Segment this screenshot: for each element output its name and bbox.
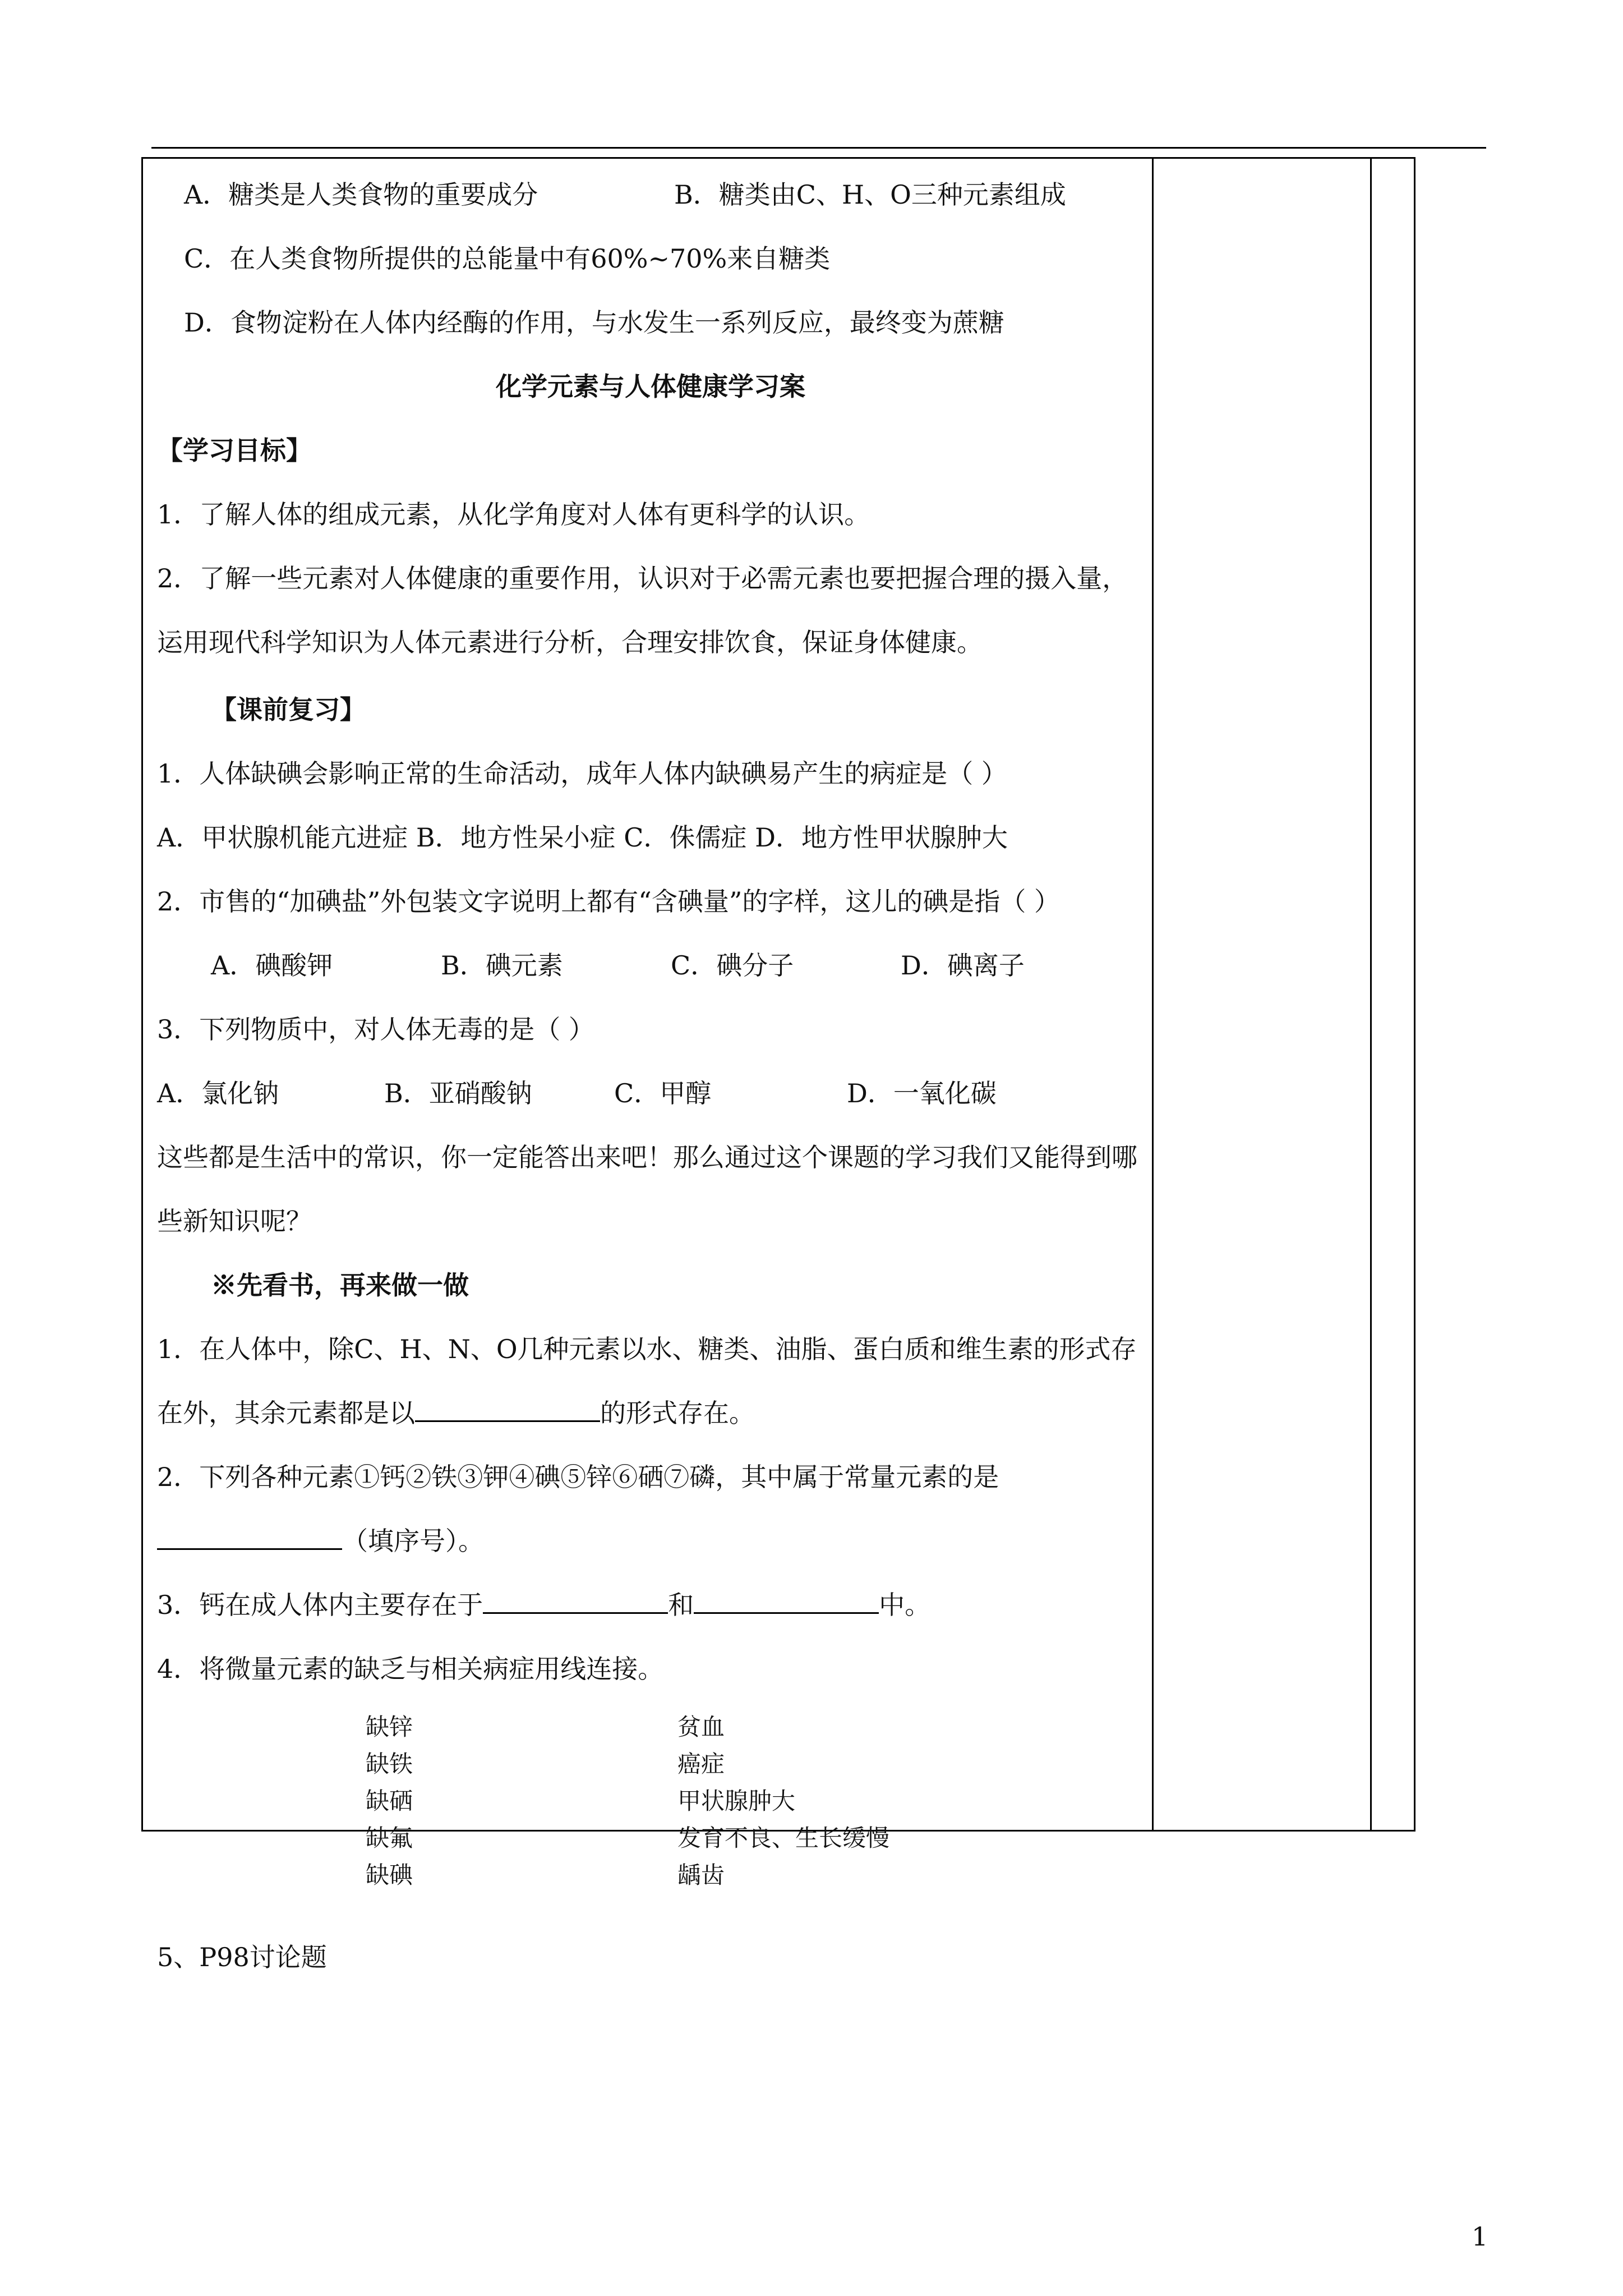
q2-text-after: （填序号）。 [342, 1526, 484, 1556]
q1-text-before: 1．在人体中，除C、H、N、O几种元素以水、糖类、油脂、蛋白质和维生素的形式存在外，其余元素都是以 [157, 1334, 1137, 1428]
q2-option-b: B．碘元素 [441, 950, 563, 981]
read-first-q5: 5、P98讨论题 [157, 1942, 327, 1972]
match-left-item[interactable]: 缺氟 [366, 1824, 413, 1852]
prev-option-a: A．糖类是人类食物的重要成分 [184, 180, 538, 210]
q3-text-before: 3．钙在成人体内主要存在于 [157, 1590, 483, 1620]
page-title: 化学元素与人体健康学习案 [496, 371, 805, 402]
read-first-q3 [157, 1573, 1144, 1637]
match-right-item[interactable]: 甲状腺肿大 [677, 1787, 796, 1815]
objective-1: 1．了解人体的组成元素，从化学角度对人体有更科学的认识。 [157, 499, 870, 530]
q3-answer-blank-1[interactable] [483, 1584, 668, 1614]
matching-exercise [157, 1701, 1144, 1925]
q1-text-after: 的形式存在。 [600, 1398, 755, 1428]
match-left-item[interactable]: 缺硒 [366, 1787, 413, 1815]
review-q3-options [157, 1061, 1144, 1125]
q2-answer-blank[interactable] [157, 1520, 342, 1550]
match-left-item[interactable]: 缺碘 [366, 1861, 413, 1889]
q2-option-c: C．碘分子 [671, 950, 794, 981]
page-number: 1 [1472, 2221, 1488, 2252]
review-q2: 2．市售的“加碘盐”外包装文字说明上都有“含碘量”的字样，这儿的碘是指（ ） [157, 886, 1060, 917]
q1-answer-blank[interactable] [415, 1392, 600, 1422]
objective-2: 2．了解一些元素对人体健康的重要作用，认识对于必需元素也要把握合理的摄入量，运用现代科学知识为人体元素进行分析，合理安排饮食，保证身体健康。 [157, 563, 1128, 657]
match-right-column [677, 1709, 889, 1894]
prev-option-c: C．在人类食物所提供的总能量中有60%~70%来自糖类 [184, 243, 831, 274]
column-divider-2 [1370, 157, 1372, 1832]
match-right-item[interactable]: 癌症 [677, 1750, 725, 1778]
read-first-q1 [157, 1317, 1144, 1445]
match-right-item[interactable]: 龋齿 [677, 1861, 725, 1889]
match-left-item[interactable]: 缺锌 [366, 1713, 413, 1741]
prev-option-d: D．食物淀粉在人体内经酶的作用，与水发生一系列反应，最终变为蔗糖 [184, 307, 1004, 338]
read-first-q4: 4．将微量元素的缺乏与相关病症用线连接。 [157, 1654, 664, 1684]
read-first-q2 [157, 1445, 1144, 1573]
q3-option-a: A．氯化钠 [157, 1078, 279, 1108]
q3-text-mid: 和 [668, 1590, 694, 1620]
q2-option-a: A．碘酸钾 [211, 950, 333, 981]
q2-option-d: D．碘离子 [901, 950, 1025, 981]
match-left-column [366, 1709, 413, 1894]
match-left-item[interactable]: 缺铁 [366, 1750, 413, 1778]
review-heading: 【课前复习】 [211, 694, 366, 725]
q3-text-after: 中。 [879, 1590, 931, 1620]
review-q1: 1．人体缺碘会影响正常的生命活动，成年人体内缺碘易产生的病症是（ ） [157, 758, 1007, 789]
prev-option-b: B．糖类由C、H、O三种元素组成 [674, 180, 1066, 210]
read-first-heading: ※先看书，再来做一做 [211, 1270, 469, 1300]
review-closing: 这些都是生活中的常识，你一定能答出来吧！那么通过这个课题的学习我们又能得到哪些新知识呢？ [157, 1142, 1137, 1236]
objectives-heading: 【学习目标】 [157, 435, 312, 466]
main-cell [157, 163, 1144, 1989]
review-q3: 3．下列物质中，对人体无毒的是（ ） [157, 1014, 594, 1045]
q3-answer-blank-2[interactable] [694, 1584, 879, 1614]
q2-text-before: 2．下列各种元素①钙②铁③钾④碘⑤锌⑥硒⑦磷，其中属于常量元素的是 [157, 1462, 999, 1492]
q3-option-b: B．亚硝酸钠 [384, 1078, 532, 1108]
prev-question-options-ab [157, 163, 1144, 227]
column-divider-1 [1152, 157, 1154, 1832]
header-rule [151, 147, 1486, 149]
review-q1-options: A．甲状腺机能亢进症 B．地方性呆小症 C．侏儒症 D．地方性甲状腺肿大 [157, 822, 1008, 853]
q3-option-c: C．甲醇 [614, 1078, 712, 1108]
q3-option-d: D．一氧化碳 [847, 1078, 997, 1108]
match-right-item[interactable]: 发育不良、生长缓慢 [677, 1824, 890, 1852]
match-right-item[interactable]: 贫血 [677, 1713, 725, 1741]
review-q2-options [157, 933, 1144, 997]
